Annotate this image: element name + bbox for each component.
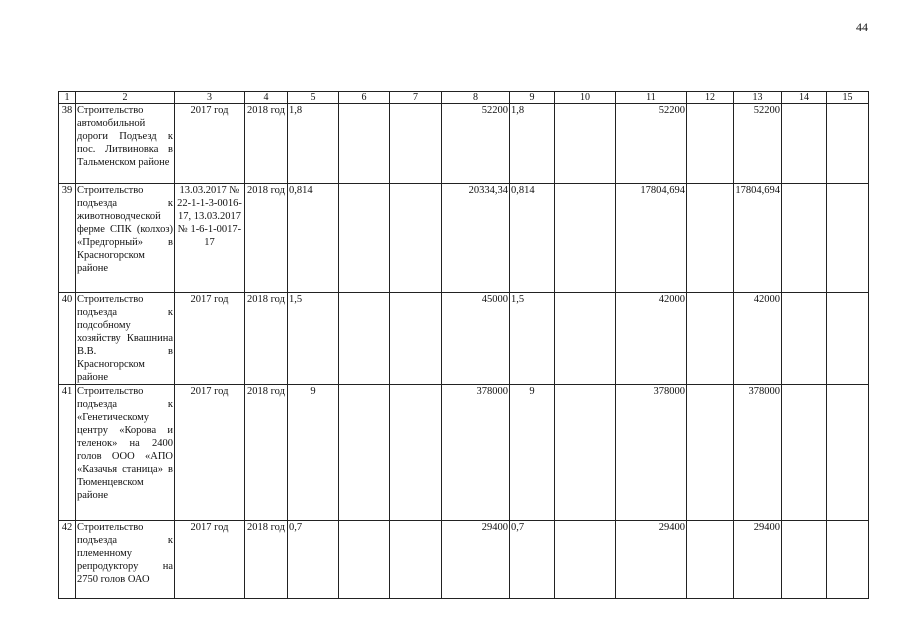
cell-col11: 52200 [616, 104, 687, 184]
table-row [59, 521, 869, 599]
cell-col4: 2018 год [245, 184, 288, 293]
cell-col4: 2018 год [245, 104, 288, 184]
cell-col9: 9 [510, 385, 555, 521]
row-number: 42 [59, 521, 76, 599]
cell-col5: 1,8 [288, 104, 339, 184]
col-header: 4 [245, 92, 288, 104]
cell-col12 [687, 184, 734, 293]
object-name: Строительство подъезда к «Генетическому центру «Корова и теленок» на 2400 голов ООО «АПО «Казачья станица» в Тюменцевском районе [76, 385, 175, 521]
row-number: 40 [59, 293, 76, 385]
cell-col10 [555, 293, 616, 385]
cell-col6 [339, 104, 390, 184]
page-number: 44 [856, 20, 868, 34]
cell-col6 [339, 184, 390, 293]
cell-col3: 2017 год [175, 521, 245, 599]
cell-col3: 13.03.2017 № 22-1-1-3-0016-17, 13.03.2017 № 1-6-1-0017-17 [175, 184, 245, 293]
cell-col3: 2017 год [175, 293, 245, 385]
cell-col15 [827, 385, 869, 521]
col-header: 5 [288, 92, 339, 104]
col-header: 6 [339, 92, 390, 104]
row-number: 38 [59, 104, 76, 184]
cell-col4: 2018 год [245, 521, 288, 599]
cell-col5: 9 [288, 385, 339, 521]
cell-col11: 42000 [616, 293, 687, 385]
cell-col5: 0,7 [288, 521, 339, 599]
data-table [58, 91, 869, 599]
cell-col10 [555, 385, 616, 521]
col-header: 12 [687, 92, 734, 104]
object-name: Строительство подъезда к племенному репродуктору на 2750 голов ОАО [76, 521, 175, 599]
cell-col14 [782, 293, 827, 385]
cell-col13: 42000 [734, 293, 782, 385]
cell-col5: 0,814 [288, 184, 339, 293]
col-header: 9 [510, 92, 555, 104]
cell-col10 [555, 104, 616, 184]
cell-col11: 378000 [616, 385, 687, 521]
cell-col13: 52200 [734, 104, 782, 184]
cell-col6 [339, 385, 390, 521]
cell-col4: 2018 год [245, 293, 288, 385]
cell-col7 [390, 104, 442, 184]
cell-col5: 1,5 [288, 293, 339, 385]
cell-col8: 29400 [442, 521, 510, 599]
cell-col14 [782, 184, 827, 293]
table-row [59, 104, 869, 184]
row-number: 41 [59, 385, 76, 521]
cell-col7 [390, 293, 442, 385]
cell-col9: 1,5 [510, 293, 555, 385]
col-header: 2 [76, 92, 175, 104]
object-name: Строительство подъезда к подсобному хозяйству Квашнина В.В. в Красногорском районе [77, 294, 173, 383]
cell-col7 [390, 521, 442, 599]
row-number: 39 [59, 184, 76, 293]
col-header: 7 [390, 92, 442, 104]
header-row [59, 92, 869, 104]
cell-col15 [827, 521, 869, 599]
cell-col14 [782, 521, 827, 599]
cell-col3: 2017 год [175, 385, 245, 521]
cell-col12 [687, 385, 734, 521]
cell-col13: 378000 [734, 385, 782, 521]
object-name: Строительство автомобильной дороги Подъезд к пос. Литвиновка в Тальменском районе [76, 104, 175, 184]
cell-col13: 17804,694 [734, 184, 782, 293]
cell-col7 [390, 385, 442, 521]
cell-col12 [687, 293, 734, 385]
col-header: 11 [616, 92, 687, 104]
cell-col14 [782, 385, 827, 521]
col-header: 14 [782, 92, 827, 104]
cell-col9: 1,8 [510, 104, 555, 184]
cell-col10 [555, 184, 616, 293]
cell-col13: 29400 [734, 521, 782, 599]
cell-col15 [827, 293, 869, 385]
cell-col8: 378000 [442, 385, 510, 521]
cell-col11: 29400 [616, 521, 687, 599]
cell-col15 [827, 184, 869, 293]
cell-col7 [390, 184, 442, 293]
cell-col12 [687, 521, 734, 599]
cell-col9: 0,7 [510, 521, 555, 599]
cell-col11: 17804,694 [616, 184, 687, 293]
table-row [59, 184, 869, 293]
cell-col8: 20334,34 [442, 184, 510, 293]
cell-col4: 2018 год [245, 385, 288, 521]
cell-col10 [555, 521, 616, 599]
cell-col6 [339, 293, 390, 385]
cell-col3: 2017 год [175, 104, 245, 184]
col-header: 13 [734, 92, 782, 104]
table-row [59, 293, 869, 385]
cell-col6 [339, 521, 390, 599]
cell-col9: 0,814 [510, 184, 555, 293]
cell-col15 [827, 104, 869, 184]
cell-col8: 52200 [442, 104, 510, 184]
col-header: 1 [59, 92, 76, 104]
col-header: 8 [442, 92, 510, 104]
table-row [59, 385, 869, 521]
col-header: 10 [555, 92, 616, 104]
cell-col12 [687, 104, 734, 184]
cell-col8: 45000 [442, 293, 510, 385]
cell-col14 [782, 104, 827, 184]
object-name: Строительство подъезда к животноводческой ферме СПК (колхоз) «Предгорный» в Красногорском районе [76, 184, 175, 293]
col-header: 15 [827, 92, 869, 104]
col-header: 3 [175, 92, 245, 104]
